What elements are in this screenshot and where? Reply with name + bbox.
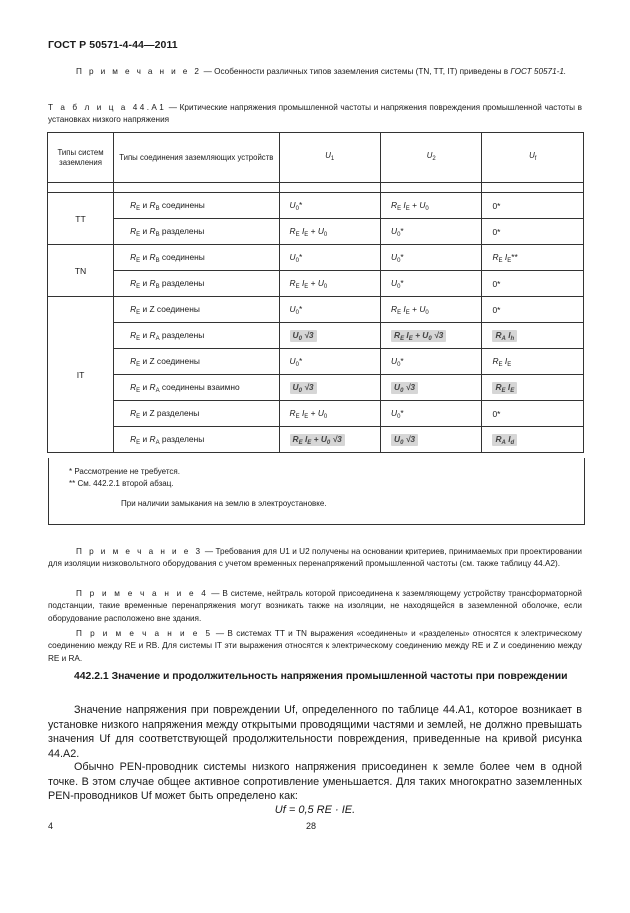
formula: Uf = 0,5 RE · IE. — [274, 804, 356, 816]
table-row — [48, 349, 584, 375]
uf-formula-image: $R_A$ $I_d$ — [492, 434, 517, 446]
note-5: П р и м е ч а н и е 5 — В системах TT и TN выражения «соединены» и «разделены» относятся к электрическому соединению между RE и RB. Для системы IT эти выражения относятся к электрическому соединению между RE и Z и соединению между RE и RA. — [48, 629, 582, 663]
connection-cell: $R_E$ и Z соединены — [114, 297, 279, 323]
connection-cell: $R_E$ и $R_A$ разделены — [114, 323, 279, 349]
connection-cell: $R_E$ и $R_A$ соединены взаимно — [114, 375, 279, 401]
u1-formula-image: $U_0$ √3 — [290, 330, 317, 342]
paragraph-2: Обычно PEN-проводник системы низкого напряжения присоединен к земле более чем в одной точке. В этом случае общее активное сопротивление уменьшается. Для таких многократно заземленных PEN-проводников Uf может быть определено как: — [48, 761, 582, 802]
uf-cell: 0* — [482, 219, 584, 245]
table-row — [48, 427, 584, 453]
page-number: 28 — [306, 821, 317, 831]
col-header-system: Типы систем заземления — [48, 133, 114, 183]
u2-cell: $U_0*$ — [381, 245, 482, 271]
u2-cell — [381, 375, 482, 401]
u2-formula-image: $R_E$ $I_E + U_0$ √3 — [391, 330, 446, 342]
uf-formula-image: $R_E$ $I_E$ — [492, 382, 517, 394]
u1-cell: $U_0*$ — [279, 193, 380, 219]
footnote-3: При наличии замыкания на землю в электроустановке. — [121, 499, 327, 508]
uf-formula-image: $R_A$ $I_h$ — [492, 330, 517, 342]
connection-cell: $R_E$ и $R_B$ соединены — [114, 245, 279, 271]
table-row — [48, 323, 584, 349]
uf-cell: 0* — [482, 297, 584, 323]
voltage-table — [47, 132, 584, 453]
u2-cell: $U_0*$ — [381, 349, 482, 375]
u2-formula-image: $U_0$ √3 — [391, 382, 418, 394]
u1-formula-image: $U_0$ √3 — [290, 382, 317, 394]
document-header: ГОСТ Р 50571-4-44—2011 — [48, 39, 178, 51]
col-header-u2: $U_2$ — [381, 133, 482, 183]
connection-cell: $R_E$ и $R_B$ соединены — [114, 193, 279, 219]
table-header-row — [48, 133, 584, 183]
u1-cell: $R_E$ $I_E + U_0$ — [279, 271, 380, 297]
col-header-uf: $U_f$ — [482, 133, 584, 183]
footer-left-number: 4 — [48, 821, 54, 831]
uf-cell — [482, 427, 584, 453]
connection-cell: $R_E$ и Z соединены — [114, 349, 279, 375]
table-row — [48, 297, 584, 323]
u2-cell: $U_0*$ — [381, 219, 482, 245]
uf-cell: 0* — [482, 401, 584, 427]
table-row — [48, 219, 584, 245]
col-header-u1: $U_1$ — [279, 133, 380, 183]
u1-formula-image: $R_E$ $I_E + U_0$ √3 — [290, 434, 345, 446]
connection-cell: $R_E$ и $R_B$ разделены — [114, 219, 279, 245]
u1-cell: $R_E$ $I_E + U_0$ — [279, 401, 380, 427]
uf-cell: $R_E$ $I_E$ — [482, 349, 584, 375]
system-cell-tt: TT — [48, 193, 114, 245]
col-header-connection: Типы соединения заземляющих устройств — [114, 133, 279, 183]
u2-cell: $R_E$ $I_E + U_0$ — [381, 297, 482, 323]
system-cell-tn: TN — [48, 245, 114, 297]
u2-cell: $U_0*$ — [381, 401, 482, 427]
table-spacer-row — [48, 183, 584, 193]
u1-cell: $U_0*$ — [279, 297, 380, 323]
note-2: П р и м е ч а н и е 2 — Особенности различных типов заземления системы (TN, TT, IT) приведены в ГОСТ 50571-1. — [76, 67, 567, 76]
uf-cell — [482, 323, 584, 349]
u1-cell — [279, 375, 380, 401]
u2-formula-image: $U_0$ √3 — [391, 434, 418, 446]
system-cell-it: IT — [48, 297, 114, 453]
u1-cell: $U_0*$ — [279, 245, 380, 271]
footnote-1: * Рассмотрение не требуется. — [69, 467, 180, 476]
uf-cell: $R_E$ $I_E**$ — [482, 245, 584, 271]
uf-cell: 0* — [482, 271, 584, 297]
table-row — [48, 375, 584, 401]
table-footnotes — [48, 458, 585, 525]
table-row — [48, 271, 584, 297]
u1-cell: $R_E$ $I_E + U_0$ — [279, 219, 380, 245]
connection-cell: $R_E$ и Z разделены — [114, 401, 279, 427]
note-3: П р и м е ч а н и е 3 — Требования для U1 и U2 получены на основании критериев, принимаемых при проектировании для изоляции низковольтного оборудования с учетом временных перенапряжений промышленной частоты (см. также таблицу 44.A2). — [48, 547, 582, 569]
u2-cell — [381, 427, 482, 453]
section-heading: 442.2.1 Значение и продолжительность напряжения промышленной частоты при повреждении — [74, 671, 568, 682]
u1-cell: $U_0*$ — [279, 349, 380, 375]
connection-cell: $R_E$ и $R_A$ разделены — [114, 427, 279, 453]
note-4: П р и м е ч а н и е 4 — В системе, нейтраль которой присоединена к заземляющему устройству трансформаторной подстанции, такие временные перенапряжения могут возникать также на изоляции, не находящейся в заземленной оболочке, если оборудование расположено вне здания. — [48, 589, 582, 623]
uf-cell: 0* — [482, 193, 584, 219]
u2-cell: $R_E$ $I_E + U_0$ — [381, 193, 482, 219]
u2-cell — [381, 323, 482, 349]
connection-cell: $R_E$ и $R_B$ разделены — [114, 271, 279, 297]
table-row — [48, 193, 584, 219]
table-row — [48, 245, 584, 271]
uf-cell — [482, 375, 584, 401]
table-caption: Т а б л и ц а 44.A1 — Критические напряжения промышленной частоты и напряжения повреждения промышленной частоты в установках низкого напряжения — [48, 103, 582, 125]
u1-cell — [279, 427, 380, 453]
u2-cell: $U_0*$ — [381, 271, 482, 297]
table-row — [48, 401, 584, 427]
u1-cell — [279, 323, 380, 349]
footnote-2: ** См. 442.2.1 второй абзац. — [69, 479, 174, 488]
paragraph-1: Значение напряжения при повреждении Uf, определенного по таблице 44.A1, которое возникает в установке низкого напряжения между открытыми проводящими частями и землей, не должно превышать значения Uf для соответствующей продолжительности повреждения, приведенные на кривой рисунка 44.A2. — [48, 704, 582, 760]
